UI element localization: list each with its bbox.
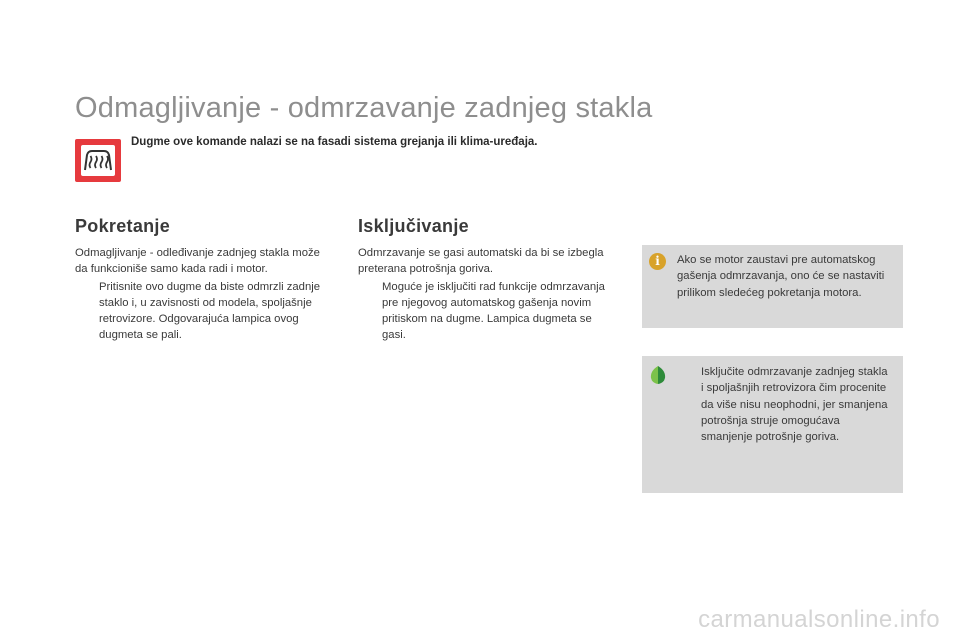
info-icon: i <box>649 253 666 270</box>
eco-box <box>642 356 903 493</box>
page-title: Odmagljivanje - odmrzavanje zadnjeg stakla <box>75 92 653 124</box>
watermark: carmanualsonline.info <box>698 606 940 633</box>
section-paragraph: Odmagljivanje - odleđivanje zadnjeg stakla može da funkcioniše samo kada radi i motor. <box>75 247 320 276</box>
intro-text: Dugme ove komande nalazi se na fasadi sistema grejanja ili klima-uređaja. <box>131 136 538 148</box>
section-heading: Pokretanje <box>75 216 171 236</box>
eco-leaf-icon <box>649 365 667 385</box>
section-start <box>75 216 330 344</box>
section-heading: Isključivanje <box>358 216 469 236</box>
rear-window-defrost-icon <box>75 139 121 182</box>
bullet-text: Moguće je isključiti rad funkcije odmrzavanja pre njegovog automatskog gašenja novim pritiskom na dugme. Lampica dugmeta se gasi. <box>382 280 605 342</box>
section-bullet <box>358 279 608 344</box>
info-box-text: Ako se motor zaustavi pre automatskog gašenja odmrzavanja, ono će se nastaviti prilikom sledećeg pokretanja motora. <box>677 254 885 299</box>
info-box <box>642 245 903 328</box>
section-stop <box>358 216 608 344</box>
eco-box-text: Isključite odmrzavanje zadnjeg stakla i spoljašnjih retrovizora čim procenite da više nisu neophodni, jer smanjena potrošnja struje omogućava smanjenje potrošnje goriva. <box>701 366 888 444</box>
section-paragraph: Odmrzavanje se gasi automatski da bi se izbegla preterana potrošnja goriva. <box>358 247 604 276</box>
eco-box-bullet <box>677 364 893 445</box>
bullet-text: Pritisnite ovo dugme da biste odmrzli zadnje staklo i, u zavisnosti od modela, spoljašnje retrovizore. Odgovarajuća lampica ovog dugmeta se pali. <box>99 280 321 342</box>
section-bullet <box>75 279 330 344</box>
